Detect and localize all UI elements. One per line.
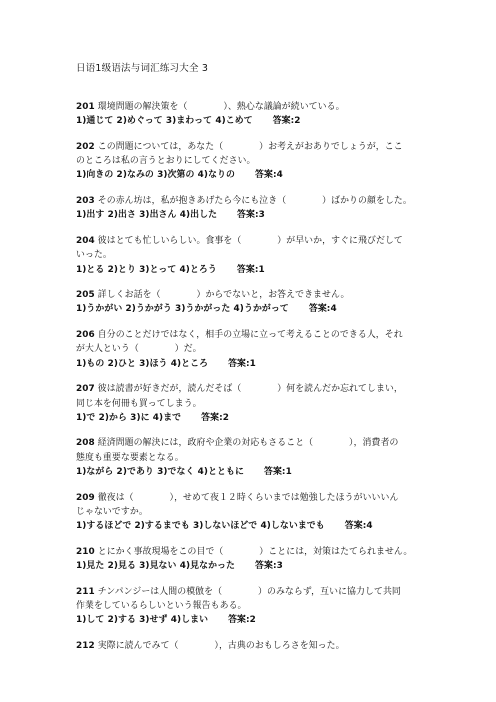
question-text: この問題については，あなた（ ）お考えがおありでしょうが，ここ xyxy=(97,141,403,152)
question-text: 自分のことだけではなく，相手の立場に立って考えることのできる人，それ xyxy=(97,330,403,341)
question-options: 1)向きの 2)なみの 3)次第の 4)なりの xyxy=(76,170,235,181)
question-number: 204 xyxy=(76,235,95,246)
question-options: 1)見た 2)見る 3)見ない 4)見なかった xyxy=(76,561,235,572)
question-options: 1)するほどで 2)するまでも 3)しないほどで 4)しないまでも xyxy=(76,521,325,532)
question-text-continued: 同じ本を何冊も買ってしまう。 xyxy=(76,398,202,409)
question-212 xyxy=(76,639,432,653)
question-answer: 答案:4 xyxy=(308,304,337,315)
question-206 xyxy=(76,328,432,371)
question-answer: 答案:1 xyxy=(263,467,292,478)
question-options: 1)ながら 2)であり 3)でなく 4)とともに xyxy=(76,467,244,478)
question-text: とにかく事故現場をこの目で（ ）ことには，対策はたてられません。 xyxy=(97,546,413,557)
question-205 xyxy=(76,288,432,317)
question-answer: 答案:2 xyxy=(201,412,230,423)
question-answer: 答案:4 xyxy=(255,170,283,181)
question-number: 208 xyxy=(76,438,95,449)
question-text-continued: のところは私の言うとおりにしてください。 xyxy=(76,156,256,167)
question-number: 202 xyxy=(76,141,95,152)
question-209 xyxy=(76,491,432,534)
question-text: 彼はとても忙しいらしい。食事を（ ）が早いか，すぐに飛びだして xyxy=(97,235,403,246)
question-text: その赤ん坊は，私が抱きあげたら今にも泣き（ ）ばかりの顔をした。 xyxy=(97,196,412,207)
question-text: 徹夜は（ ），せめて夜１２時くらいまでは勉強したほうがいいいん xyxy=(97,492,399,503)
question-text: チンパンジーは人間の模倣を（ ）のみならず，互いに協力して共同 xyxy=(97,586,401,597)
question-options: 1)出す 2)出さ 3)出さん 4)出した xyxy=(76,210,218,221)
question-options: 1)して 2)する 3)せず 4)しまい xyxy=(76,615,209,626)
question-number: 206 xyxy=(76,330,95,341)
question-text-continued: じゃないですか。 xyxy=(76,506,148,517)
question-text-continued: が大人という（ ）だ。 xyxy=(76,344,202,355)
question-207 xyxy=(76,382,432,425)
question-answer: 答案:2 xyxy=(272,116,301,127)
question-answer: 答案:2 xyxy=(228,615,256,626)
question-201 xyxy=(76,100,432,129)
question-210 xyxy=(76,545,432,574)
question-options: 1)とる 2)とり 3)とって 4)とろう xyxy=(76,264,217,275)
question-text: 彼は読書が好きだが，読んだそば（ ）何を読んだか忘れてしまい， xyxy=(97,384,403,395)
question-text: 詳しくお話を（ ）からでないと，お答えできません。 xyxy=(97,290,350,301)
question-number: 209 xyxy=(76,492,95,503)
question-list xyxy=(76,100,432,664)
question-203 xyxy=(76,194,432,223)
question-number: 201 xyxy=(76,102,95,112)
question-text: 実際に読んでみて（ ），古典のおもしろさを知った。 xyxy=(97,640,345,651)
question-208 xyxy=(76,436,432,479)
question-answer: 答案:1 xyxy=(228,358,256,369)
question-text: 環境問題の解決策を（ ）、熱心な議論が続いている。 xyxy=(97,102,345,112)
question-text-continued: 作業をしているらしいという報告もある。 xyxy=(76,600,247,611)
question-202 xyxy=(76,140,432,183)
question-options: 1)で 2)から 3)に 4)まで xyxy=(76,412,182,423)
question-answer: 答案:3 xyxy=(237,210,265,221)
question-number: 207 xyxy=(76,384,95,395)
question-text-continued: いった。 xyxy=(76,250,112,261)
question-204 xyxy=(76,234,432,277)
question-text-continued: 態度も重要な要素となる。 xyxy=(76,452,184,463)
question-number: 211 xyxy=(76,586,95,597)
question-options: 1)うかがい 2)うかがう 3)うかがった 4)うかがって xyxy=(76,304,289,315)
document-title: 日语1级语法与词汇练习大全 3 xyxy=(76,63,209,74)
question-211 xyxy=(76,585,432,628)
question-number: 210 xyxy=(76,546,95,557)
question-options: 1)もの 2)ひと 3)ほう 4)ところ xyxy=(76,358,209,369)
question-number: 212 xyxy=(76,640,95,651)
question-answer: 答案:3 xyxy=(255,561,283,572)
question-answer: 答案:1 xyxy=(236,264,265,275)
question-answer: 答案:4 xyxy=(344,521,373,532)
question-number: 205 xyxy=(76,290,95,301)
question-text: 経済問題の解決には，政府や企業の対応もさること（ ），消費者の xyxy=(97,438,399,449)
question-options: 1)通じて 2)めぐって 3)まわって 4)こめて xyxy=(76,116,253,127)
question-number: 203 xyxy=(76,196,95,207)
